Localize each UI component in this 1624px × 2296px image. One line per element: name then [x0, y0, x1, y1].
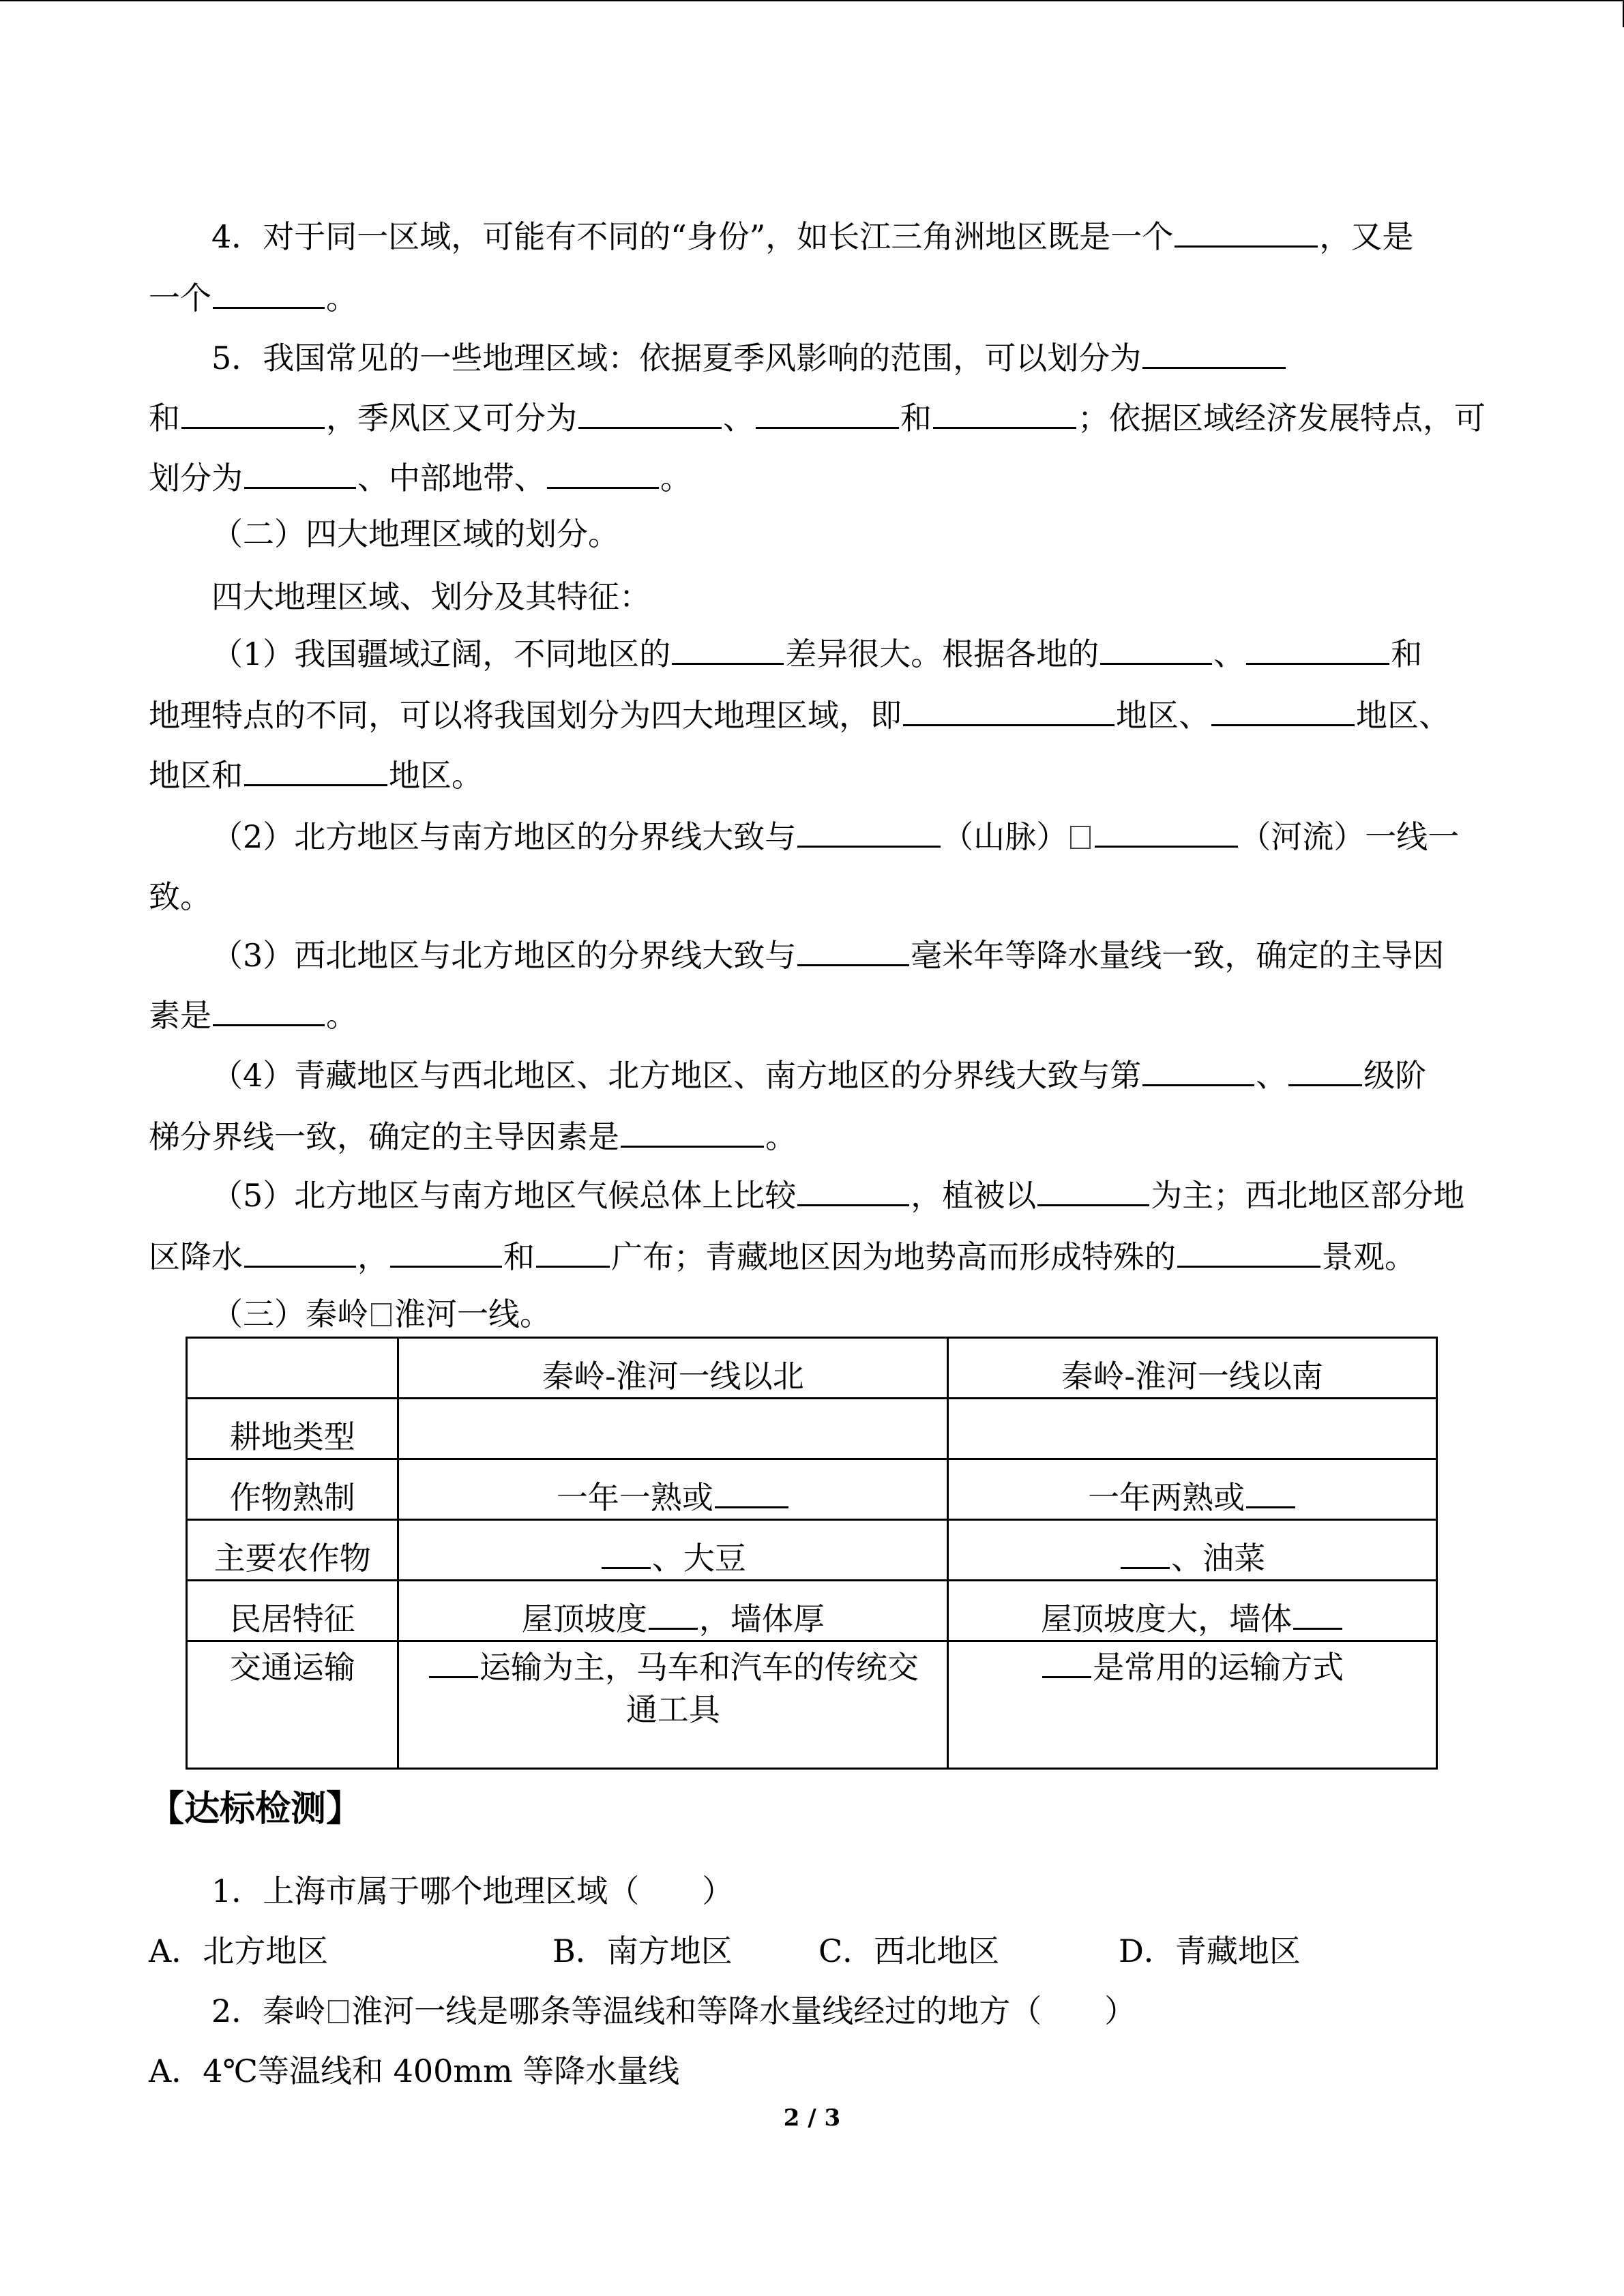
table-cell[interactable]: [948, 1399, 1437, 1459]
table-header-cell: [187, 1338, 398, 1399]
p1-text: （1）我国疆域辽阔，不同地区的: [211, 636, 671, 672]
answer-blank[interactable]: [181, 397, 325, 429]
table-cell: [948, 1641, 1437, 1769]
answer-blank[interactable]: [536, 1236, 610, 1268]
table-cell: [398, 1520, 948, 1581]
p4-line1: [211, 1054, 1480, 1097]
answer-blank[interactable]: [1042, 1646, 1091, 1678]
answer-blank[interactable]: [649, 1598, 698, 1630]
cell-text: ，墙体厚: [698, 1600, 825, 1637]
answer-blank[interactable]: [903, 694, 1114, 726]
table-cell: [948, 1459, 1437, 1520]
p4-text: （4）青藏地区与西北地区、北方地区、南方地区的分界线大致与第: [211, 1057, 1142, 1094]
table-cell: [948, 1520, 1437, 1581]
q2-text: 2．秦岭: [211, 1993, 326, 2029]
p1-text: 地区、: [1356, 697, 1450, 734]
placeholder-box-icon: [328, 2000, 349, 2023]
answer-blank[interactable]: [578, 397, 722, 429]
row-label: 作物熟制: [187, 1459, 398, 1520]
row-label: 耕地类型: [187, 1399, 398, 1459]
p5-text: 为主；西北地区部分地: [1151, 1177, 1465, 1214]
q5-text: 5．我国常见的一些地理区域：依据夏季风影响的范围，可以划分为: [211, 340, 1142, 376]
placeholder-box-icon: [371, 1303, 392, 1326]
answer-blank[interactable]: [244, 1236, 356, 1268]
q4-text: 。: [326, 280, 357, 316]
q4-line2: [149, 277, 1479, 319]
row-label: 交通运输: [187, 1641, 398, 1769]
section2-title: （二）四大地理区域的划分。: [211, 516, 619, 552]
p5-text: ，植被以: [911, 1177, 1037, 1214]
p1-text: 和: [1391, 636, 1423, 672]
answer-blank[interactable]: [244, 457, 356, 489]
table-cell: [948, 1581, 1437, 1641]
p5-line2: [149, 1236, 1479, 1278]
p1-text: 、: [1213, 636, 1245, 672]
page-top-border: [0, 0, 1624, 1]
answer-blank[interactable]: [715, 1476, 788, 1508]
table-cell: [398, 1459, 948, 1520]
p2-text: （河流）一线一: [1239, 818, 1460, 855]
answer-blank[interactable]: [1142, 1054, 1254, 1086]
q5-text: 和: [900, 400, 932, 436]
cell-text: 、大豆: [651, 1540, 746, 1577]
p2-line1: [211, 816, 1480, 858]
answer-blank[interactable]: [1095, 816, 1238, 848]
q5-text: ，季风区又可分为: [326, 400, 577, 436]
p4-line2: [149, 1116, 1479, 1158]
option-c[interactable]: C．西北地区: [818, 1933, 1000, 1969]
q5-line2: [149, 397, 1486, 439]
q5-text: 和: [149, 400, 180, 436]
p2-text: （山脉）: [942, 818, 1068, 855]
answer-blank[interactable]: [244, 754, 387, 786]
q5-line3: [149, 457, 1479, 499]
check-heading: 【达标检测】: [149, 1789, 362, 1830]
check-q1-options: [149, 1930, 1479, 1972]
answer-blank[interactable]: [1293, 1598, 1342, 1630]
p3-line1: [211, 934, 1480, 976]
q5-text: 、中部地带、: [357, 460, 546, 496]
answer-blank[interactable]: [1142, 337, 1286, 369]
p4-text: 。: [765, 1118, 797, 1155]
answer-blank[interactable]: [213, 994, 325, 1026]
q5-text: 。: [660, 460, 692, 496]
placeholder-box-icon: [1070, 826, 1091, 849]
answer-blank[interactable]: [621, 1116, 764, 1148]
p1-text: 地理特点的不同，可以将我国划分为四大地理区域，即: [149, 697, 902, 734]
section3-title: [211, 1293, 1480, 1335]
q4-text: 一个: [149, 280, 211, 316]
q5-text: 、: [723, 400, 754, 436]
p5-text: 和: [503, 1238, 535, 1275]
p4-text: 梯分界线一致，确定的主导因素是: [149, 1118, 619, 1155]
table-cell: [398, 1581, 948, 1641]
p3-text: 素是: [149, 997, 211, 1034]
p1-text: 地区。: [389, 757, 483, 794]
table-row: [187, 1399, 1437, 1459]
p5-text: 区降水: [149, 1238, 243, 1275]
table-header-row: [187, 1338, 1437, 1399]
answer-blank[interactable]: [1211, 694, 1355, 726]
comparison-table: [186, 1337, 1438, 1770]
p4-text: 、: [1256, 1057, 1288, 1094]
check-q2-option-a[interactable]: A．4℃等温线和 400mm 等降水量线: [149, 2053, 680, 2089]
table-row: [187, 1459, 1437, 1520]
p1-line1: [211, 633, 1480, 675]
check-q1: 1．上海市属于哪个地理区域（ ）: [211, 1873, 734, 1909]
p1-line3: [149, 754, 1479, 796]
answer-blank[interactable]: [756, 397, 899, 429]
section3-text: （三）秦岭: [211, 1296, 368, 1332]
option-b[interactable]: B．南方地区: [552, 1933, 733, 1969]
p1-line2: [149, 694, 1479, 736]
answer-blank[interactable]: [797, 816, 941, 848]
p2-line2: 致。: [149, 878, 211, 915]
p5-text: （5）北方地区与南方地区气候总体上比较: [211, 1177, 797, 1214]
answer-blank[interactable]: [672, 633, 784, 665]
cell-text: 是常用的运输方式: [1093, 1649, 1344, 1686]
table-cell[interactable]: [398, 1399, 948, 1459]
p4-text: 级阶: [1363, 1057, 1427, 1094]
p2-text: （2）北方地区与南方地区的分界线大致与: [211, 818, 797, 855]
q4-line1: [211, 215, 1480, 258]
section3-text: 淮河一线。: [394, 1296, 551, 1332]
answer-blank[interactable]: [1246, 633, 1389, 665]
q5-line1: [211, 337, 1480, 379]
p5-text: 广布；青藏地区因为地势高而形成特殊的: [611, 1238, 1176, 1275]
option-d[interactable]: D．青藏地区: [1119, 1933, 1301, 1969]
answer-blank[interactable]: [1177, 1236, 1320, 1268]
page-number: 2 / 3: [783, 2104, 841, 2132]
answer-blank[interactable]: [797, 934, 909, 966]
q2-text: 淮河一线是哪条等温线和等降水量线经过的地方（ ）: [351, 1993, 1136, 2029]
answer-blank[interactable]: [1121, 1537, 1170, 1569]
p5-text: ，: [357, 1238, 389, 1275]
p5-text: 景观。: [1322, 1238, 1416, 1275]
table-row: [187, 1641, 1437, 1769]
answer-blank[interactable]: [390, 1236, 502, 1268]
option-a[interactable]: A．北方地区: [149, 1933, 329, 1969]
cell-text: 一年两熟或: [1088, 1479, 1245, 1516]
q4-text: ，又是: [1319, 218, 1414, 255]
table-header-cell: 秦岭-淮河一线以北: [398, 1338, 948, 1399]
table-row: [187, 1581, 1437, 1641]
section2-subtitle: 四大地理区域、划分及其特征：: [211, 578, 651, 615]
cell-text: 屋顶坡度大，墙体: [1041, 1600, 1293, 1637]
table-header-cell: 秦岭-淮河一线以南: [948, 1338, 1437, 1399]
p1-text: 差异很大。根据各地的: [785, 636, 1099, 672]
answer-blank[interactable]: [1246, 1476, 1295, 1508]
q5-text: ；依据区域经济发展特点，可: [1078, 400, 1486, 436]
answer-blank[interactable]: [213, 277, 325, 309]
p5-line1: [211, 1174, 1480, 1217]
p1-text: 地区和: [149, 757, 243, 794]
p3-line2: [149, 994, 1479, 1037]
answer-blank[interactable]: [602, 1537, 651, 1569]
answer-blank[interactable]: [1175, 215, 1318, 248]
cell-text: 、油菜: [1171, 1540, 1266, 1577]
cell-text: 屋顶坡度: [521, 1600, 647, 1637]
row-label: 民居特征: [187, 1581, 398, 1641]
row-label: 主要农作物: [187, 1520, 398, 1581]
p1-text: 地区、: [1116, 697, 1210, 734]
table-row: [187, 1520, 1437, 1581]
answer-blank[interactable]: [547, 457, 659, 489]
cell-text: 运输为主，马车和汽车的传统交: [479, 1649, 919, 1686]
answer-blank[interactable]: [1288, 1054, 1362, 1086]
q5-text: 划分为: [149, 460, 243, 496]
p3-text: 毫米年等降水量线一致，确定的主导因: [911, 937, 1445, 974]
answer-blank[interactable]: [1100, 633, 1212, 665]
check-q2: [211, 1990, 1480, 2032]
cell-text: 一年一熟或: [556, 1479, 713, 1516]
answer-blank[interactable]: [1037, 1174, 1149, 1206]
cell-text: 通工具: [625, 1691, 720, 1728]
q4-text: 4．对于同一区域，可能有不同的“身份”，如长江三角洲地区既是一个: [211, 218, 1174, 255]
answer-blank[interactable]: [429, 1646, 478, 1678]
table-cell: [398, 1641, 948, 1769]
answer-blank[interactable]: [933, 397, 1076, 429]
p3-text: 。: [326, 997, 357, 1034]
answer-blank[interactable]: [797, 1174, 909, 1206]
p3-text: （3）西北地区与北方地区的分界线大致与: [211, 937, 797, 974]
